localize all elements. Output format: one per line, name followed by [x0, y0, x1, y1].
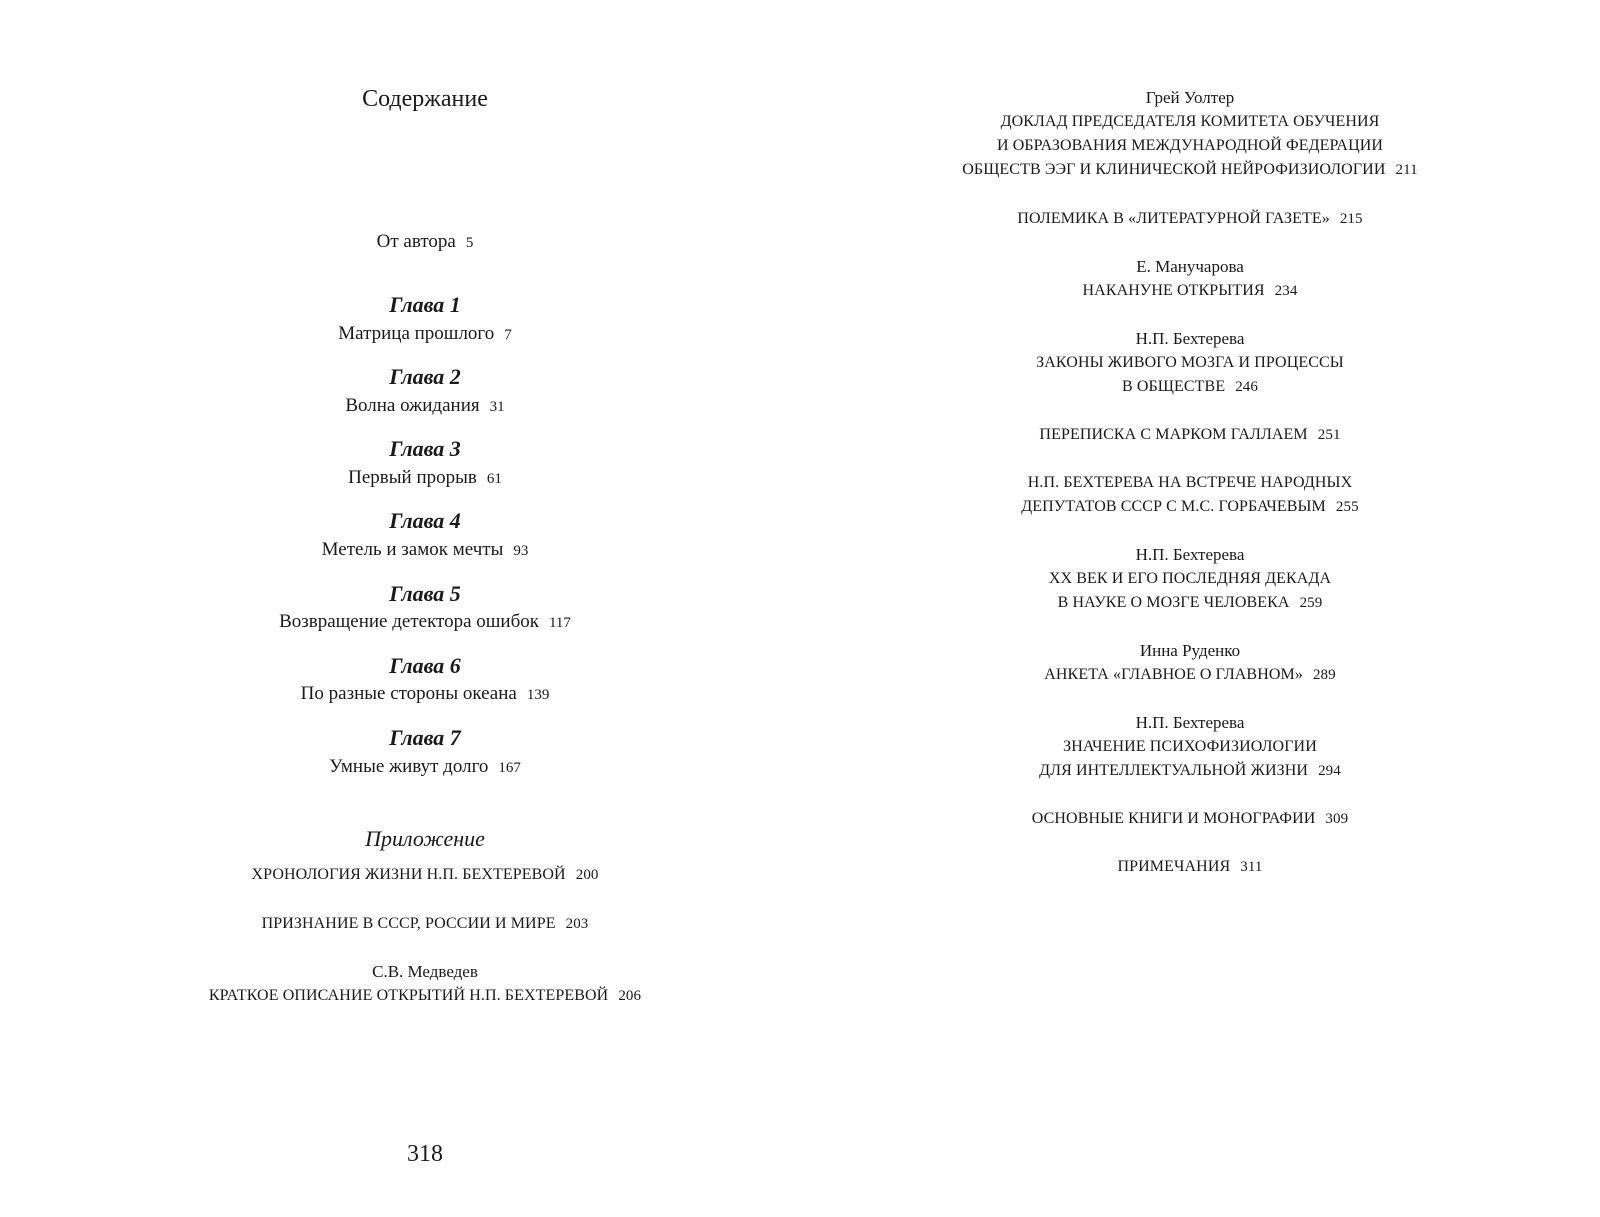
toc-entry-chapter-3[interactable]: [0, 467, 850, 489]
entry-author: Е. Манучарова: [1136, 257, 1244, 276]
entry-page: 167: [498, 760, 521, 776]
toc-entry-from-author[interactable]: [0, 231, 850, 253]
toc-entry-line[interactable]: [880, 594, 1500, 612]
entry-page: 31: [489, 399, 505, 415]
entry-page: 206: [618, 988, 642, 1004]
toc-entry-line[interactable]: ДОКЛАД ПРЕДСЕДАТЕЛЯ КОМИТЕТА ОБУЧЕНИЯ: [1000, 113, 1380, 130]
entry-page: 117: [548, 615, 571, 631]
page-number: 318: [407, 1141, 443, 1167]
entry-title: НАКАНУНЕ ОТКРЫТИЯ: [1082, 282, 1265, 299]
entry-page: 7: [504, 327, 512, 343]
toc-entry-line[interactable]: [880, 282, 1500, 300]
entry-title: Волна ожидания: [345, 395, 480, 416]
entry-title: В НАУКЕ О МОЗГЕ ЧЕЛОВЕКА: [1057, 594, 1290, 611]
toc-entry-chapter-5[interactable]: [0, 611, 850, 633]
toc-entry-line[interactable]: Н.П. БЕХТЕРЕВА НА ВСТРЕЧЕ НАРОДНЫХ: [1027, 474, 1353, 491]
right-page: [880, 0, 1600, 1217]
entry-page: 309: [1325, 811, 1349, 827]
entry-page: 61: [486, 471, 502, 487]
entry-page: 5: [465, 235, 474, 251]
entry-title: ДЛЯ ИНТЕЛЛЕКТУАЛЬНОЙ ЖИЗНИ: [1039, 762, 1309, 779]
toc-entry-line[interactable]: XX ВЕК И ЕГО ПОСЛЕДНЯЯ ДЕКАДА: [1048, 570, 1332, 587]
toc-entry-chapter-4[interactable]: [0, 539, 850, 561]
entry-author: Н.П. Бехтерева: [1135, 545, 1245, 564]
entry-page: 139: [526, 687, 550, 703]
chapter-heading: Глава 6: [389, 653, 461, 678]
toc-entry-line[interactable]: ЗНАЧЕНИЕ ПСИХОФИЗИОЛОГИИ: [1063, 738, 1317, 755]
entry-page: 246: [1235, 379, 1259, 395]
toc-entry-line[interactable]: [880, 858, 1500, 876]
toc-entry-chapter-7[interactable]: [0, 756, 850, 778]
toc-entry-appendix-1[interactable]: [0, 866, 850, 884]
entry-title: От автора: [376, 231, 456, 252]
entry-author: Инна Руденко: [1139, 641, 1241, 660]
entry-title: Метель и замок мечты: [321, 539, 504, 560]
entry-page: 211: [1395, 162, 1418, 178]
toc-entry-line[interactable]: ЗАКОНЫ ЖИВОГО МОЗГА И ПРОЦЕССЫ: [1036, 354, 1344, 371]
entry-author: Н.П. Бехтерева: [1135, 713, 1245, 732]
toc-title: Содержание: [362, 86, 488, 112]
entry-title: ПОЛЕМИКА В «ЛИТЕРАТУРНОЙ ГАЗЕТЕ»: [1017, 210, 1330, 227]
entry-page: 200: [575, 867, 599, 883]
entry-page: 289: [1312, 667, 1336, 683]
chapter-heading: Глава 3: [389, 436, 461, 461]
entry-title: Матрица прошлого: [338, 323, 495, 344]
appendix-heading: Приложение: [365, 826, 485, 851]
chapter-heading: Глава 4: [389, 508, 461, 533]
toc-entry-chapter-1[interactable]: [0, 323, 850, 345]
entry-page: 294: [1318, 763, 1341, 779]
toc-entry-appendix-2[interactable]: [0, 915, 850, 933]
toc-entry-line[interactable]: И ОБРАЗОВАНИЯ МЕЖДУНАРОДНОЙ ФЕДЕРАЦИИ: [996, 137, 1384, 154]
chapter-heading: Глава 5: [389, 581, 461, 606]
entry-title: ПРИЗНАНИЕ В СССР, РОССИИ И МИРЕ: [261, 915, 556, 932]
chapter-heading: Глава 2: [389, 364, 461, 389]
entry-page: 93: [513, 543, 529, 559]
entry-title: Первый прорыв: [348, 467, 477, 488]
entry-author: Грей Уолтер: [1145, 88, 1235, 107]
toc-entry-line[interactable]: [880, 762, 1500, 780]
entry-title: ОБЩЕСТВ ЭЭГ И КЛИНИЧЕСКОЙ НЕЙРОФИЗИОЛОГИИ: [962, 161, 1386, 178]
entry-title: ХРОНОЛОГИЯ ЖИЗНИ Н.П. БЕХТЕРЕВОЙ: [251, 866, 566, 883]
entry-page: 203: [565, 916, 589, 932]
toc-entry-line[interactable]: [880, 161, 1500, 179]
entry-title: ДЕПУТАТОВ СССР С М.С. ГОРБАЧЕВЫМ: [1021, 498, 1326, 515]
entry-title: КРАТКОЕ ОПИСАНИЕ ОТКРЫТИЙ Н.П. БЕХТЕРЕВОЙ: [208, 987, 609, 1004]
entry-page: 251: [1317, 427, 1341, 443]
entry-author: Н.П. Бехтерева: [1135, 329, 1245, 348]
toc-entry-line[interactable]: [880, 426, 1500, 444]
entry-page: 255: [1335, 499, 1359, 515]
entry-page: 311: [1240, 859, 1263, 875]
entry-title: Возвращение детектора ошибок: [279, 611, 539, 632]
entry-title: Умные живут долго: [329, 756, 489, 777]
entry-author: С.В. Медведев: [372, 962, 478, 981]
toc-entry-line[interactable]: [880, 378, 1500, 396]
toc-entry-line[interactable]: [880, 210, 1500, 228]
entry-title: ОСНОВНЫЕ КНИГИ И МОНОГРАФИИ: [1031, 810, 1316, 827]
entry-title: ПРИМЕЧАНИЯ: [1117, 858, 1231, 875]
toc-entry-chapter-2[interactable]: [0, 395, 850, 417]
chapter-heading: Глава 1: [389, 292, 461, 317]
entry-title: АНКЕТА «ГЛАВНОЕ О ГЛАВНОМ»: [1044, 666, 1303, 683]
entry-page: 234: [1274, 283, 1298, 299]
entry-title: По разные стороны океана: [300, 683, 517, 704]
toc-entry-appendix-3[interactable]: [0, 987, 850, 1005]
toc-entry-chapter-6[interactable]: [0, 683, 850, 705]
entry-page: 259: [1299, 595, 1323, 611]
chapter-heading: Глава 7: [389, 725, 461, 750]
entry-title: В ОБЩЕСТВЕ: [1121, 378, 1226, 395]
entry-page: 215: [1339, 211, 1363, 227]
toc-entry-line[interactable]: [880, 810, 1500, 828]
toc-entry-line[interactable]: [880, 498, 1500, 516]
toc-entry-line[interactable]: [880, 666, 1500, 684]
entry-title: ПЕРЕПИСКА С МАРКОМ ГАЛЛАЕМ: [1039, 426, 1308, 443]
